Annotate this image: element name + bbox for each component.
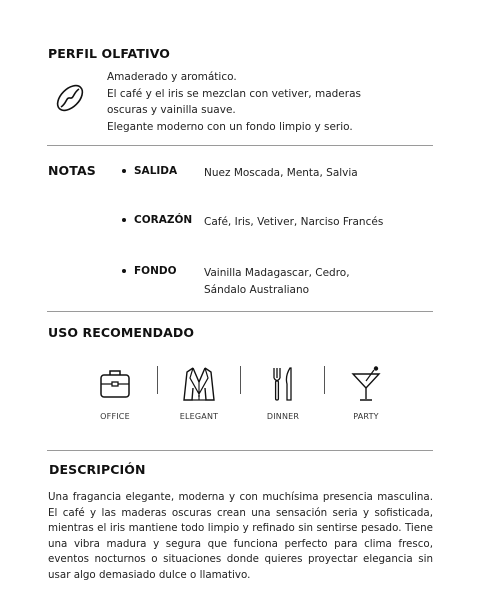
cocktail-icon <box>346 364 386 404</box>
note-value: Nuez Moscada, Menta, Salvia <box>204 167 358 179</box>
olfactive-line: oscuras y vainilla suave. <box>107 104 236 116</box>
usage-item-dinner <box>253 364 313 421</box>
briefcase-icon <box>95 364 135 402</box>
usage-label: OFFICE <box>100 412 130 421</box>
note-value-line: Sándalo Australiano <box>204 284 310 296</box>
olfactive-line: Amaderado y aromático. <box>107 71 237 83</box>
separator <box>324 366 325 394</box>
olfactive-line: El café y el iris se mezclan con vetiver, maderas <box>107 87 361 100</box>
notes-title: NOTAS <box>48 163 96 178</box>
usage-title: USO RECOMENDADO <box>48 325 195 340</box>
bullet <box>122 169 126 173</box>
olfactive-title: PERFIL OLFATIVO <box>48 46 170 61</box>
separator <box>240 366 241 394</box>
description-text: Una fragancia elegante, moderna y con muchísima presencia masculina. El café y las maderas oscuras crean una sensación seria y sofisticada, mientras el iris mantiene todo limpio y refinado sin sentirse pesado. Tiene una vibra madura y segura que funciona perfecto para clima fresco, eventos nocturnos o situaciones donde quieres proyectar elegancia sin usar algo demasiado dulce o llamativo. <box>48 491 433 581</box>
coffee-bean-icon <box>53 81 87 115</box>
divider <box>47 311 433 312</box>
bullet <box>122 269 126 273</box>
blazer-icon <box>179 364 219 404</box>
note-value <box>204 265 454 299</box>
note-name: SALIDA <box>134 165 178 177</box>
description-title: DESCRIPCIÓN <box>49 462 146 477</box>
note-name: FONDO <box>134 265 177 277</box>
divider <box>47 145 433 146</box>
bullet <box>122 218 126 222</box>
fork-knife-icon <box>263 364 303 404</box>
note-name: CORAZÓN <box>134 214 193 226</box>
divider <box>47 450 433 451</box>
usage-label: PARTY <box>353 412 379 421</box>
separator <box>157 366 158 394</box>
note-value: Café, Iris, Vetiver, Narciso Francés <box>204 216 384 228</box>
usage-item-party <box>336 364 396 421</box>
usage-label: ELEGANT <box>179 412 219 421</box>
usage-item-elegant <box>169 364 229 421</box>
olfactive-description <box>107 69 427 135</box>
olfactive-line: Elegante moderno con un fondo limpio y serio. <box>107 120 353 133</box>
usage-label: DINNER <box>266 412 300 421</box>
note-value-line: Vainilla Madagascar, Cedro, <box>204 267 350 279</box>
usage-item-office <box>85 364 145 421</box>
